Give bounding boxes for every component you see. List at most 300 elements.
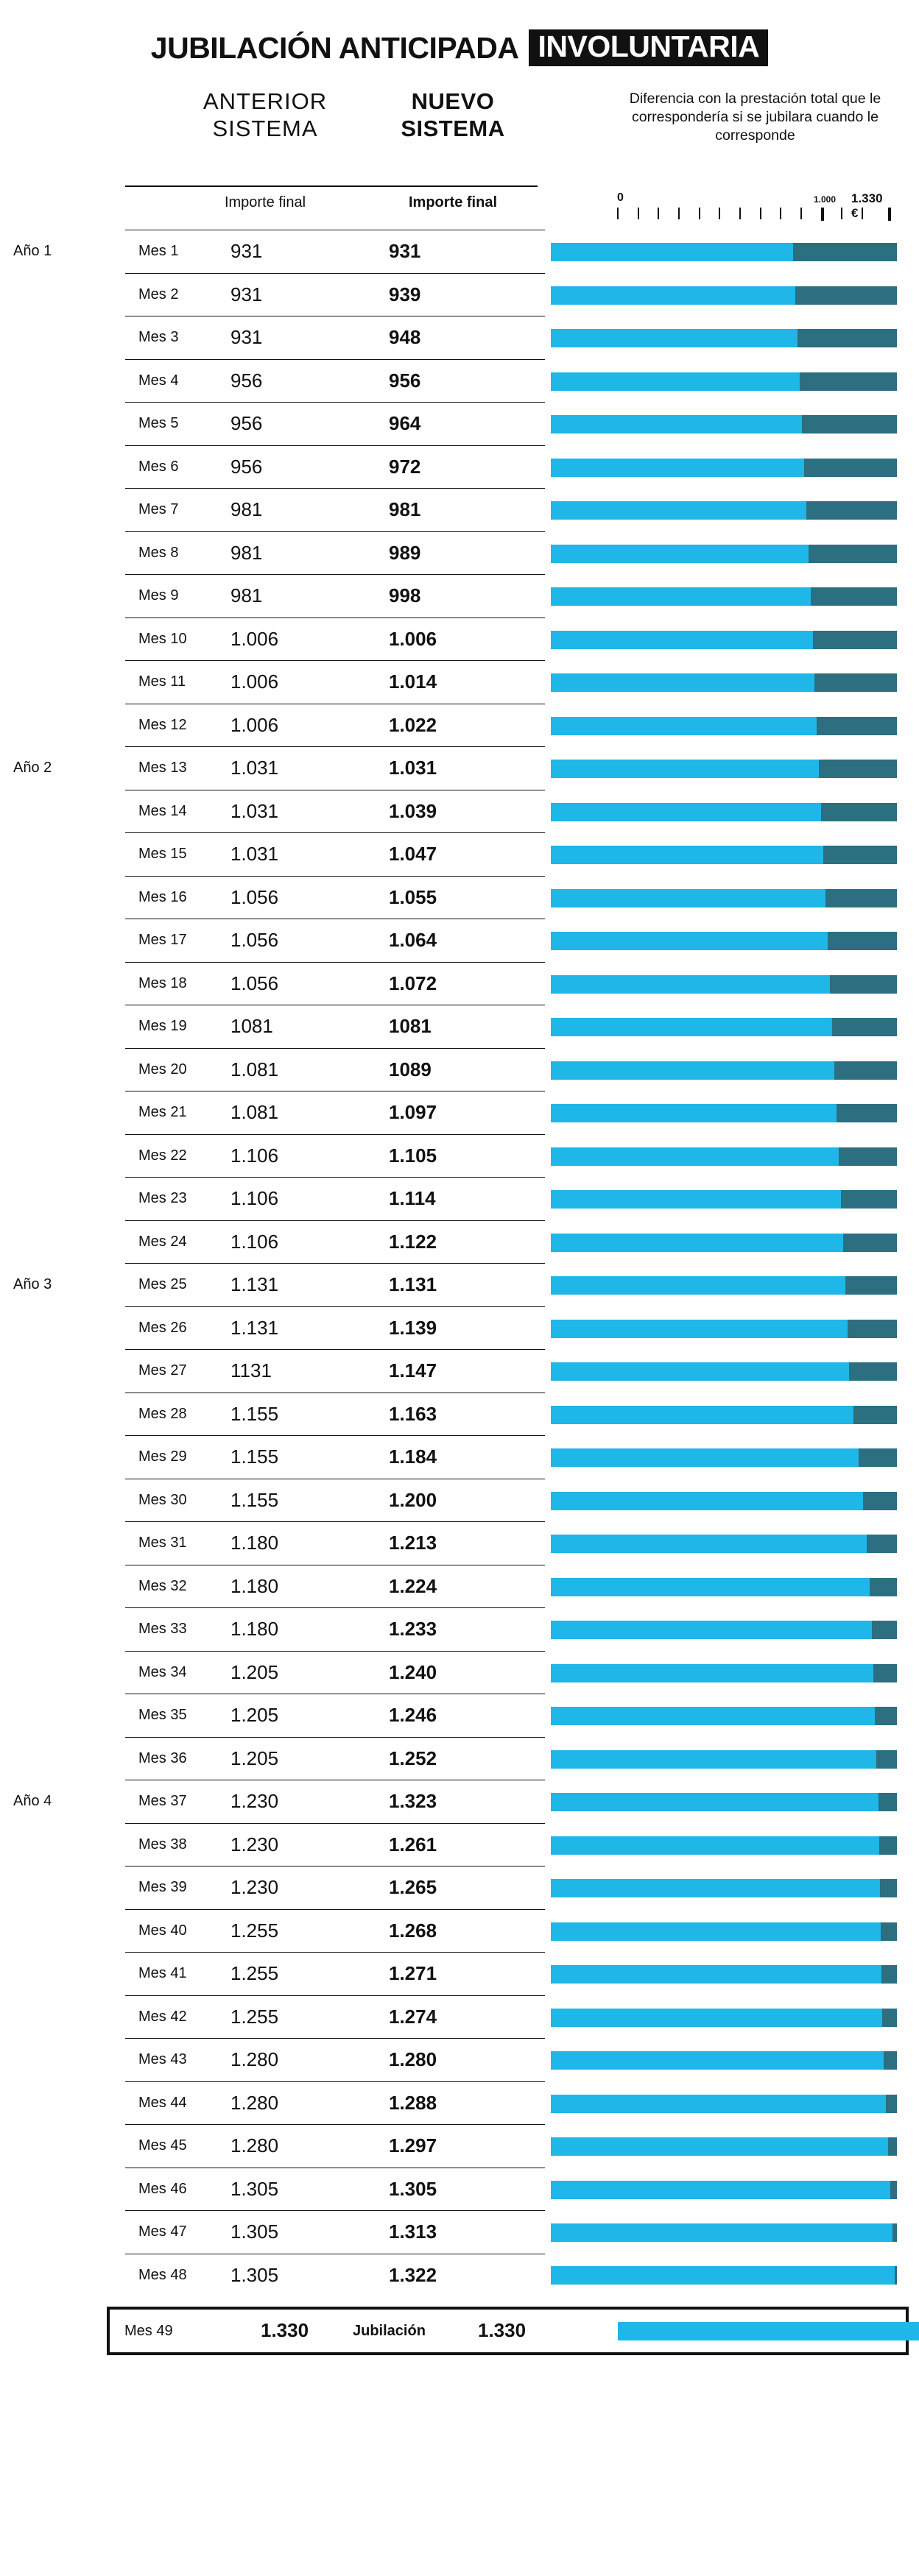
row-bar-cell xyxy=(545,1350,919,1393)
row-month-cell xyxy=(125,1780,217,1824)
header-divider xyxy=(125,185,538,187)
year-label xyxy=(0,501,13,517)
bar-difference xyxy=(793,243,897,261)
row-bar-cell xyxy=(545,962,919,1005)
bar-difference xyxy=(809,545,898,563)
row-anterior-cell xyxy=(217,316,376,360)
bar-difference xyxy=(813,631,897,649)
nuevo-value: 1.022 xyxy=(389,713,437,736)
month-label: Mes 3 xyxy=(138,329,179,346)
month-label: Mes 36 xyxy=(138,1749,187,1766)
year-label xyxy=(0,2137,13,2154)
bar-difference xyxy=(867,1535,897,1553)
bar-difference xyxy=(876,1750,897,1769)
month-label: Mes 48 xyxy=(138,2266,187,2283)
year-label xyxy=(0,329,13,345)
bar-difference xyxy=(821,803,897,821)
month-label: Mes 28 xyxy=(138,1405,187,1422)
table-row xyxy=(0,445,919,489)
anterior-line1: ANTERIOR xyxy=(203,88,328,114)
year-label xyxy=(0,673,13,690)
nuevo-value: 1.288 xyxy=(389,2091,437,2114)
bar-total xyxy=(551,1147,897,1166)
title-highlight: INVOLUNTARIA xyxy=(529,29,768,66)
anterior-value: 1081 xyxy=(230,1015,273,1038)
row-nuevo-cell xyxy=(376,1651,545,1694)
bar-difference xyxy=(884,2051,897,2070)
nuevo-value: 1.297 xyxy=(389,2134,437,2157)
row-bar-cell xyxy=(545,1134,919,1178)
year-label xyxy=(0,1362,13,1379)
row-month-cell xyxy=(125,1953,217,1996)
nuevo-value: 1.246 xyxy=(389,1704,437,1727)
row-year-cell xyxy=(0,618,125,661)
nuevo-value: 972 xyxy=(389,455,421,478)
row-nuevo-cell xyxy=(376,2081,545,2125)
row-year-cell xyxy=(0,2168,125,2211)
row-nuevo-cell xyxy=(376,919,545,963)
row-anterior-cell xyxy=(217,403,376,446)
month-label: Mes 37 xyxy=(138,1793,187,1810)
row-nuevo-cell xyxy=(376,876,545,919)
row-nuevo-cell xyxy=(376,962,545,1005)
month-label: Mes 16 xyxy=(138,888,187,905)
bar-difference xyxy=(881,1922,897,1941)
month-label: Mes 17 xyxy=(138,932,187,949)
bar-total xyxy=(551,889,897,907)
table-row xyxy=(0,230,919,274)
bar-difference xyxy=(886,2095,897,2113)
anterior-value: 1.081 xyxy=(230,1058,279,1080)
bar-total xyxy=(551,1965,897,1984)
row-bar-cell xyxy=(545,1005,919,1049)
month-label: Mes 25 xyxy=(138,1276,187,1293)
nuevo-value: 964 xyxy=(389,412,421,435)
row-month-cell xyxy=(125,962,217,1005)
nuevo-value: 1.268 xyxy=(389,1919,437,1942)
nuevo-value: 948 xyxy=(389,326,421,349)
bar-total xyxy=(551,803,897,821)
anterior-value: 1.205 xyxy=(230,1704,279,1727)
row-year-cell xyxy=(0,1479,125,1522)
nuevo-value: 981 xyxy=(389,498,421,521)
table-row xyxy=(0,1823,919,1866)
bar-difference xyxy=(832,1018,897,1036)
bar-total xyxy=(551,372,897,391)
year-label xyxy=(0,1492,13,1508)
row-year-cell xyxy=(0,1737,125,1780)
year-label xyxy=(0,717,13,733)
nuevo-value: 1.139 xyxy=(389,1316,437,1339)
row-bar-cell xyxy=(545,2125,919,2168)
bar-total xyxy=(551,2223,897,2242)
row-bar-cell xyxy=(545,1306,919,1350)
year-label xyxy=(0,631,13,647)
nuevo-value: 1.274 xyxy=(389,2005,437,2028)
table-row xyxy=(0,790,919,833)
row-year-cell xyxy=(0,704,125,747)
nuevo-value: 1.064 xyxy=(389,929,437,952)
row-nuevo-cell xyxy=(376,403,545,446)
anterior-value: 1.131 xyxy=(230,1273,279,1296)
anterior-value: 1.280 xyxy=(230,2048,279,2071)
bar-difference xyxy=(873,1664,897,1682)
row-year-cell xyxy=(0,1048,125,1091)
row-anterior-cell xyxy=(217,2254,376,2296)
row-bar-cell xyxy=(545,445,919,489)
month-label: Mes 9 xyxy=(138,587,179,604)
row-month-cell xyxy=(125,1220,217,1264)
bar-total xyxy=(551,1535,897,1553)
final-row-label: Jubilación xyxy=(353,2323,426,2339)
row-anterior-cell xyxy=(217,1866,376,1910)
nuevo-value: 1.147 xyxy=(389,1359,437,1382)
row-anterior-cell xyxy=(217,1306,376,1350)
bar-difference xyxy=(882,2009,897,2027)
month-label: Mes 14 xyxy=(138,802,187,819)
year-label xyxy=(0,1320,13,1336)
anterior-value: 1.280 xyxy=(230,2091,279,2114)
table-row xyxy=(0,1866,919,1910)
month-label: Mes 39 xyxy=(138,1879,187,1896)
row-anterior-cell xyxy=(217,962,376,1005)
row-nuevo-cell xyxy=(376,790,545,833)
row-anterior-cell xyxy=(217,833,376,877)
anterior-value: 1.155 xyxy=(230,1402,279,1425)
row-year-cell xyxy=(0,403,125,446)
year-label xyxy=(0,459,13,475)
anterior-value: 1.006 xyxy=(230,713,279,736)
row-bar-cell xyxy=(545,273,919,316)
row-nuevo-cell xyxy=(376,1565,545,1608)
anterior-value: 981 xyxy=(230,541,263,564)
row-bar-cell xyxy=(545,2168,919,2211)
month-label: Mes 41 xyxy=(138,1965,187,1982)
row-year-cell xyxy=(0,1178,125,1221)
anterior-value: 931 xyxy=(230,283,263,305)
table-row xyxy=(0,1780,919,1824)
month-label: Mes 26 xyxy=(138,1319,187,1336)
row-month-cell xyxy=(125,273,217,316)
row-anterior-cell xyxy=(217,704,376,747)
bar-total xyxy=(551,1621,897,1639)
row-month-cell xyxy=(125,790,217,833)
month-label: Mes 46 xyxy=(138,2180,187,2197)
bar-difference xyxy=(834,1061,897,1080)
row-month-cell xyxy=(125,1350,217,1393)
row-year-cell xyxy=(0,1995,125,2039)
row-nuevo-cell xyxy=(376,531,545,575)
bar-total xyxy=(551,2095,897,2113)
row-year-cell xyxy=(0,316,125,360)
month-label: Mes 6 xyxy=(138,458,179,475)
row-nuevo-cell xyxy=(376,575,545,618)
bar-total xyxy=(551,1320,897,1338)
table-row xyxy=(0,962,919,1005)
year-label xyxy=(0,415,13,431)
row-year-cell xyxy=(0,2039,125,2082)
table-row xyxy=(0,1565,919,1608)
anterior-value: 1.230 xyxy=(230,1833,279,1855)
bar-total xyxy=(551,717,897,735)
bar-difference xyxy=(895,2266,897,2285)
nuevo-value: 1.072 xyxy=(389,972,437,994)
bar-total xyxy=(551,846,897,864)
row-month-cell xyxy=(125,230,217,274)
row-month-cell xyxy=(125,2168,217,2211)
table-row xyxy=(0,1995,919,2039)
row-bar-cell xyxy=(545,1866,919,1910)
row-month-cell xyxy=(125,316,217,360)
subheader-nuevo: Importe final xyxy=(408,194,497,210)
row-bar-cell xyxy=(545,790,919,833)
year-label xyxy=(0,889,13,905)
row-anterior-cell xyxy=(217,661,376,704)
bar-total xyxy=(551,2137,897,2156)
bar-difference xyxy=(853,1406,897,1424)
row-nuevo-cell xyxy=(376,2125,545,2168)
bar-difference xyxy=(892,2223,897,2242)
bar-total xyxy=(551,329,897,347)
row-year-cell xyxy=(0,833,125,877)
table-row xyxy=(0,1178,919,1221)
table-row xyxy=(0,1091,919,1135)
row-bar-cell xyxy=(545,489,919,532)
anterior-value: 1.180 xyxy=(230,1532,279,1554)
month-label: Mes 38 xyxy=(138,1836,187,1853)
row-month-cell xyxy=(125,1479,217,1522)
row-anterior-cell xyxy=(217,790,376,833)
year-label: Año 1 xyxy=(13,243,52,260)
row-year-cell xyxy=(0,1953,125,1996)
row-nuevo-cell xyxy=(376,1048,545,1091)
table-row xyxy=(0,1393,919,1436)
bar-difference xyxy=(823,846,897,864)
bar-total xyxy=(551,2181,897,2199)
table-row xyxy=(0,1048,919,1091)
row-nuevo-cell xyxy=(376,2254,545,2296)
row-bar-cell xyxy=(545,1048,919,1091)
bar-difference xyxy=(800,372,897,391)
row-year-cell xyxy=(0,1694,125,1738)
row-year-cell xyxy=(0,876,125,919)
anterior-value: 1.280 xyxy=(230,2134,279,2157)
row-bar-cell xyxy=(545,1436,919,1479)
row-anterior-cell xyxy=(217,618,376,661)
bar-total xyxy=(551,1061,897,1080)
month-label: Mes 13 xyxy=(138,760,187,776)
table-row xyxy=(0,1909,919,1953)
row-year-cell xyxy=(0,2211,125,2254)
nuevo-value: 1.313 xyxy=(389,2221,437,2243)
nuevo-value: 931 xyxy=(389,240,421,263)
bar-total xyxy=(551,1922,897,1941)
month-label: Mes 33 xyxy=(138,1621,187,1638)
nuevo-value: 1.031 xyxy=(389,757,437,779)
bar-total xyxy=(551,673,897,692)
nuevo-value: 1.252 xyxy=(389,1747,437,1769)
row-month-cell xyxy=(125,359,217,403)
row-month-cell xyxy=(125,1909,217,1953)
row-bar-cell xyxy=(545,2039,919,2082)
anterior-value: 1.106 xyxy=(230,1144,279,1167)
month-label: Mes 11 xyxy=(138,673,186,690)
month-label: Mes 23 xyxy=(138,1190,187,1207)
nuevo-value: 1.105 xyxy=(389,1144,437,1167)
table-row xyxy=(0,919,919,963)
row-anterior-cell xyxy=(217,1479,376,1522)
month-label: Mes 47 xyxy=(138,2223,187,2240)
row-year-cell xyxy=(0,1350,125,1393)
bar-total xyxy=(551,1104,897,1122)
row-month-cell xyxy=(125,575,217,618)
anterior-value: 956 xyxy=(230,369,263,392)
bar-difference xyxy=(817,717,897,735)
bar-difference xyxy=(825,889,897,907)
anterior-value: 931 xyxy=(230,240,263,263)
year-label xyxy=(0,975,13,991)
row-nuevo-cell xyxy=(376,2211,545,2254)
year-label xyxy=(0,1061,13,1078)
year-label xyxy=(0,932,13,948)
row-year-cell xyxy=(0,1220,125,1264)
year-label xyxy=(0,1707,13,1723)
row-month-cell xyxy=(125,1694,217,1738)
row-month-cell xyxy=(125,1178,217,1221)
row-nuevo-cell xyxy=(376,445,545,489)
column-header-anterior xyxy=(177,88,353,142)
month-label: Mes 42 xyxy=(138,2008,187,2025)
row-year-cell xyxy=(0,919,125,963)
table-row xyxy=(0,661,919,704)
row-anterior-cell xyxy=(217,1005,376,1049)
year-label xyxy=(0,2181,13,2197)
bar-total xyxy=(551,1190,897,1209)
year-label xyxy=(0,1147,13,1164)
nuevo-value: 1.305 xyxy=(389,2177,437,2200)
row-nuevo-cell xyxy=(376,1866,545,1910)
table-row xyxy=(0,1350,919,1393)
final-row-highlight xyxy=(107,2307,909,2355)
row-month-cell xyxy=(125,531,217,575)
row-anterior-cell xyxy=(217,2211,376,2254)
row-anterior-cell xyxy=(217,747,376,790)
bar-total xyxy=(551,501,897,520)
anterior-value: 1.056 xyxy=(230,972,279,994)
nuevo-value: 1.261 xyxy=(389,1833,437,1855)
year-label xyxy=(0,1018,13,1034)
row-year-cell xyxy=(0,661,125,704)
row-year-cell xyxy=(0,445,125,489)
anterior-value: 1.230 xyxy=(230,1790,279,1813)
bar-total xyxy=(551,1578,897,1596)
anterior-value: 1.230 xyxy=(230,1876,279,1899)
month-label: Mes 7 xyxy=(138,501,179,518)
row-bar-cell xyxy=(545,1995,919,2039)
row-nuevo-cell xyxy=(376,1522,545,1565)
row-nuevo-cell xyxy=(376,661,545,704)
row-bar-cell xyxy=(545,747,919,790)
row-month-cell xyxy=(125,1995,217,2039)
row-month-cell xyxy=(125,2081,217,2125)
year-label xyxy=(0,1104,13,1120)
year-label xyxy=(0,1190,13,1206)
anterior-line2: SISTEMA xyxy=(212,115,318,141)
row-anterior-cell xyxy=(217,531,376,575)
anterior-value: 1.305 xyxy=(230,2221,279,2243)
row-bar-cell xyxy=(545,1694,919,1738)
year-label xyxy=(0,2223,13,2240)
table-row xyxy=(0,747,919,790)
year-label: Año 4 xyxy=(13,1793,52,1810)
row-month-cell xyxy=(125,661,217,704)
row-nuevo-cell xyxy=(376,1005,545,1049)
final-row-anterior: 1.330 xyxy=(261,2319,309,2341)
anterior-value: 1.056 xyxy=(230,929,279,952)
table-row xyxy=(0,1953,919,1996)
nuevo-line1: NUEVO xyxy=(411,88,495,114)
final-row-nuevo: 1.330 xyxy=(478,2319,527,2341)
table-header xyxy=(0,82,919,230)
row-bar-cell xyxy=(545,2081,919,2125)
nuevo-value: 1.039 xyxy=(389,799,437,822)
final-row-bar xyxy=(618,2322,919,2340)
row-anterior-cell xyxy=(217,2081,376,2125)
row-year-cell xyxy=(0,962,125,1005)
row-nuevo-cell xyxy=(376,1694,545,1738)
month-label: Mes 45 xyxy=(138,2137,187,2154)
pension-table xyxy=(0,230,919,2296)
row-bar-cell xyxy=(545,1178,919,1221)
year-label xyxy=(0,1965,13,1981)
row-month-cell xyxy=(125,445,217,489)
bar-total xyxy=(551,1362,897,1381)
row-nuevo-cell xyxy=(376,1306,545,1350)
bar-difference xyxy=(848,1320,897,1338)
nuevo-value: 1.265 xyxy=(389,1876,437,1899)
row-nuevo-cell xyxy=(376,833,545,877)
row-anterior-cell xyxy=(217,2125,376,2168)
nuevo-value: 1.322 xyxy=(389,2263,437,2286)
row-anterior-cell xyxy=(217,1608,376,1652)
row-nuevo-cell xyxy=(376,1823,545,1866)
bar-total xyxy=(551,1707,897,1725)
row-nuevo-cell xyxy=(376,2039,545,2082)
bar-difference xyxy=(841,1190,897,1209)
row-month-cell xyxy=(125,618,217,661)
row-year-cell xyxy=(0,1005,125,1049)
row-month-cell xyxy=(125,1608,217,1652)
bar-total xyxy=(551,1448,897,1467)
row-anterior-cell xyxy=(217,1091,376,1135)
row-year-cell xyxy=(0,230,125,274)
table-row xyxy=(0,1694,919,1738)
month-label: Mes 32 xyxy=(138,1577,187,1594)
row-nuevo-cell xyxy=(376,1350,545,1393)
row-year-cell xyxy=(0,575,125,618)
anterior-value: 1.106 xyxy=(230,1187,279,1210)
row-bar-cell xyxy=(545,876,919,919)
title-main: JUBILACIÓN ANTICIPADA xyxy=(150,30,519,65)
table-row xyxy=(0,531,919,575)
row-year-cell xyxy=(0,1866,125,1910)
year-label xyxy=(0,1836,13,1853)
row-bar-cell xyxy=(545,1220,919,1264)
row-nuevo-cell xyxy=(376,704,545,747)
nuevo-value: 989 xyxy=(389,541,421,564)
row-year-cell xyxy=(0,1780,125,1824)
row-year-cell xyxy=(0,2125,125,2168)
